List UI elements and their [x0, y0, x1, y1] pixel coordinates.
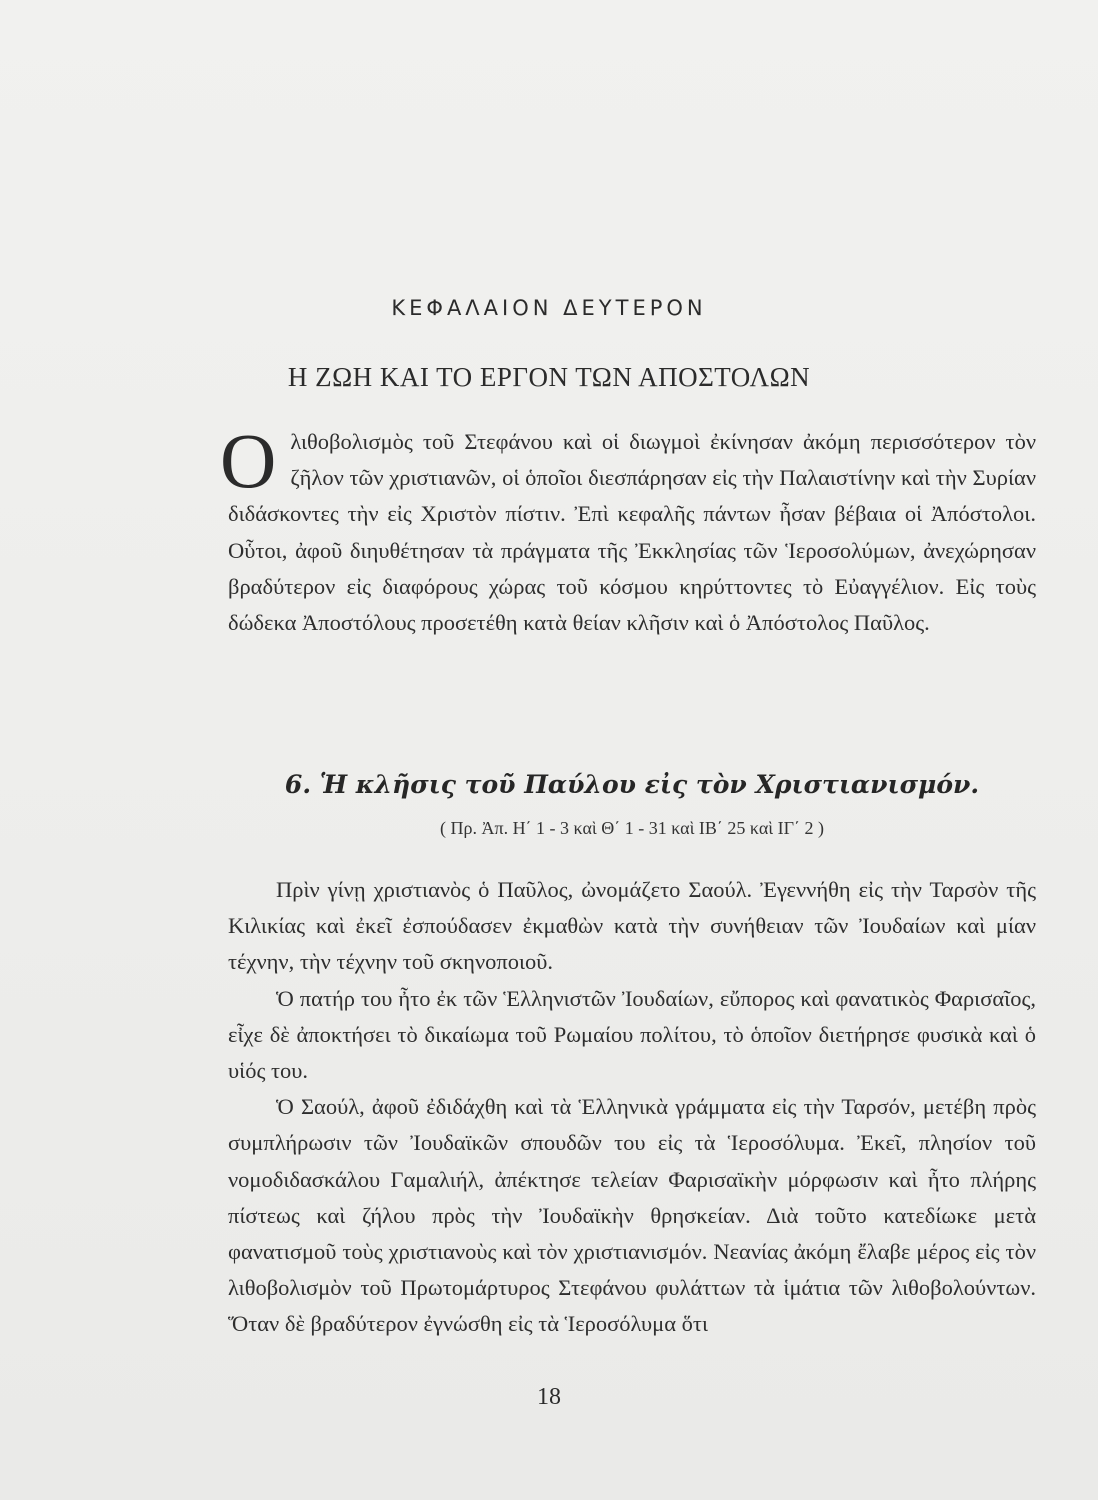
body-paragraph: Πρὶν γίνῃ χριστιανὸς ὁ Παῦλος, ὠνομάζετο Σαούλ. Ἐγεννήθη εἰς τὴν Ταρσὸν τῆς Κιλικίας καὶ ἐκεῖ ἐσπούδασεν ἐκμαθὼν κατὰ τὴν συνήθειαν τῶν Ἰουδαίων καὶ μίαν τέχνην, τὴν τέχνην τοῦ σκηνοποιοῦ.	[228, 877, 1036, 975]
intro-paragraph	[220, 417, 1036, 641]
section-title: 6. Ἡ κλῆσις τοῦ Παύλου εἰς τὸν Χριστιανισμόν.	[284, 770, 980, 799]
section-body	[228, 872, 1036, 1343]
page-number: 18	[537, 1384, 561, 1410]
chapter-title: Η ΖΩΗ ΚΑΙ ΤΟ ΕΡΓΟΝ ΤΩΝ ΑΠΟΣΤΟΛΩΝ	[287, 362, 811, 392]
intro-text: λιθοβολισμὸς τοῦ Στεφάνου καὶ οἱ διωγμοὶ ἐκίνησαν ἀκόμη περισσότερον τὸν ζῆλον τῶν χριστιανῶν, οἱ ὁποῖοι διεσπάρησαν εἰς τὴν Παλαιστίνην καὶ τὴν Συρίαν διδάσκοντες τὴν εἰς Χριστὸν πίστιν. Ἐπὶ κεφαλῆς πάντων ἦσαν βέβαια οἱ Ἀπόστολοι. Οὗτοι, ἀφοῦ διηυθέτησαν τὰ πράγματα τῆς Ἐκκλησίας τῶν Ἱεροσολύμων, ἀνεχώρησαν βραδύτερον εἰς διαφόρους χώρας τοῦ κόσμου κηρύττοντες τὸ Εὐαγγέλιον. Εἰς τοὺς δώδεκα Ἀποστόλους προσετέθη κατὰ θείαν κλῆσιν καὶ ὁ Ἀπόστολος Παῦλος.	[228, 429, 1036, 636]
chapter-label: ΚΕΦΑΛΑΙΟΝ ΔΕΥΤΕΡΟΝ	[391, 296, 707, 320]
drop-cap: Ο	[220, 417, 277, 504]
section-reference: ( Πρ. Ἀπ. Η΄ 1 - 3 καὶ Θ΄ 1 - 31 καὶ ΙΒ΄ 25 καὶ ΙΓ΄ 2 )	[440, 818, 824, 838]
body-paragraph: Ὁ πατήρ του ἦτο ἐκ τῶν Ἑλληνιστῶν Ἰουδαίων, εὔπορος καὶ φανατικὸς Φαρισαῖος, εἶχε δὲ ἀποκτήσει τὸ δικαίωμα τοῦ Ρωμαίου πολίτου, τὸ ὁποῖον διετήρησε φυσικὰ καὶ ὁ υἱός του.	[228, 985, 1036, 1084]
body-paragraph: Ὁ Σαούλ, ἀφοῦ ἐδιδάχθη καὶ τὰ Ἑλληνικὰ γράμματα εἰς τὴν Ταρσόν, μετέβη πρὸς συμπλήρωσιν τῶν Ἰουδαϊκῶν σπουδῶν του εἰς τὰ Ἱεροσόλυμα. Ἐκεῖ, πλησίον τοῦ νομοδιδασκάλου Γαμαλιήλ, ἀπέκτησε τελείαν Φαρισαϊκὴν μόρφωσιν καὶ ἦτο πλήρης πίστεως καὶ ζήλου πρὸς τὴν Ἰουδαϊκὴν θρησκείαν. Διὰ τοῦτο κατεδίωκε μετὰ φανατισμοῦ τοὺς χριστιανοὺς καὶ τὸν χριστιανισμόν. Νεανίας ἀκόμη ἔλαβε μέρος εἰς τὸν λιθοβολισμὸν τοῦ Πρωτομάρτυρος Στεφάνου φυλάττων τὰ ἱμάτια τῶν λιθοβολούντων. Ὅταν δὲ βραδύτερον ἐγνώσθη εἰς τὰ Ἱεροσόλυμα ὅτι	[228, 1094, 1036, 1337]
